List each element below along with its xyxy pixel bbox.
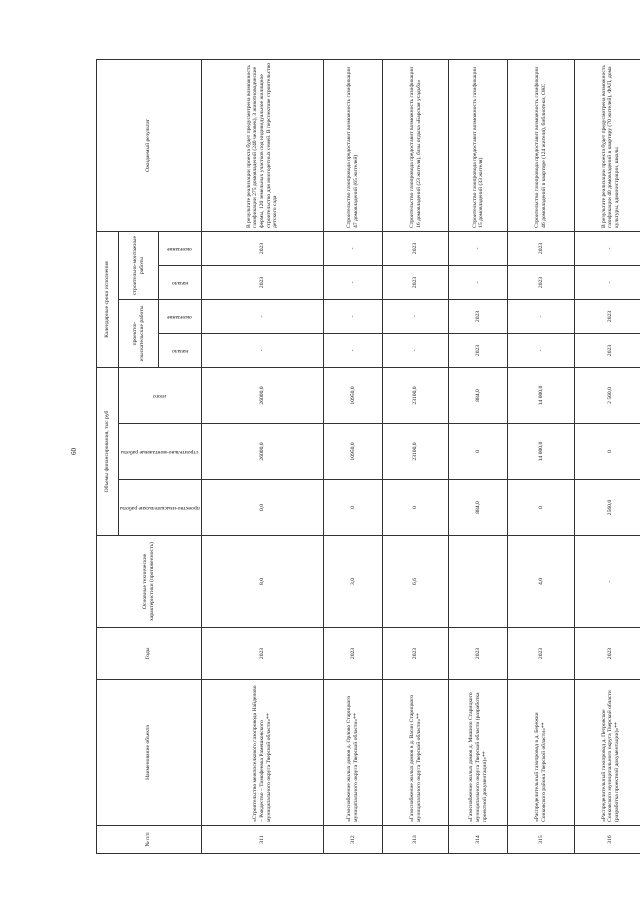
row-funding-build: 23100,0 <box>383 424 449 480</box>
row-design-start: 2023 <box>574 333 640 367</box>
header-schedule-design: проектно-изыскательские работы <box>119 299 158 367</box>
row-capacity: 4,0 <box>508 536 574 628</box>
row-build-start: 2023 <box>383 265 449 299</box>
header-funding: Объемы финансирования, тыс руб <box>97 367 119 535</box>
row-result: Строительство газопровода предоставит возможность газификации 15 домовладений (33 жителя) <box>449 59 508 231</box>
table-row <box>508 59 574 853</box>
row-design-start: - <box>201 333 323 367</box>
row-capacity: - <box>574 536 640 628</box>
row-year: 2023 <box>508 628 574 680</box>
row-num: 312 <box>323 826 382 854</box>
row-build-start: - <box>574 265 640 299</box>
row-year: 2023 <box>323 628 382 680</box>
row-capacity: 8,0 <box>201 536 323 628</box>
row-build-end: - <box>449 231 508 265</box>
row-build-start: - <box>449 265 508 299</box>
row-funding-design: 0,0 <box>201 480 323 536</box>
row-funding-design: 0 <box>323 480 382 536</box>
row-build-start: - <box>323 265 382 299</box>
row-num: 315 <box>508 826 574 854</box>
row-design-end: - <box>383 299 449 333</box>
header-build-end: окончание <box>158 231 201 265</box>
row-design-start: - <box>383 333 449 367</box>
row-result: Строительство газопровода предоставит возможность газификации 46 домовладений в квартире (124 жителя), библиотеки, ОКС <box>508 59 574 231</box>
header-funding-build: строительно-монтажные работы <box>119 424 201 480</box>
projects-table <box>96 59 640 854</box>
header-result: Ожидаемый результат <box>97 59 202 231</box>
row-funding-build: 10950,0 <box>323 424 382 480</box>
row-year: 2023 <box>383 628 449 680</box>
row-design-start: - <box>508 333 574 367</box>
row-funding-design: 884,0 <box>449 480 508 536</box>
row-year: 2023 <box>201 628 323 680</box>
header-schedule-build: строительно-монтажные работы <box>119 231 158 299</box>
row-build-end: - <box>323 231 382 265</box>
table-row <box>449 59 508 853</box>
row-build-start: 2023 <box>201 265 323 299</box>
rotated-page <box>96 60 640 854</box>
row-capacity: 3,0 <box>323 536 382 628</box>
row-name: «Газоснабжение жилых домов в д. Васин Старицкого муниципального округа Тверской области»** <box>383 680 449 826</box>
row-funding-build: 14 000,0 <box>508 424 574 480</box>
row-funding-design: 0 <box>508 480 574 536</box>
header-num: № п/п <box>97 826 202 854</box>
table-row <box>574 59 640 853</box>
row-funding-total: 26000,0 <box>201 367 323 423</box>
row-design-start: 2023 <box>449 333 508 367</box>
row-funding-design: 2560,0 <box>574 480 640 536</box>
table-row <box>383 59 449 853</box>
row-result: Строительство газопровода предоставит возможность газификации 47 домовладений (65 жителей) <box>323 59 382 231</box>
row-capacity: 6,6 <box>383 536 449 628</box>
header-design-start: начало <box>158 333 201 367</box>
row-design-end: - <box>201 299 323 333</box>
row-design-end: 2023 <box>449 299 508 333</box>
table-row <box>323 59 382 853</box>
row-name: «Строительство межпоселкового газопровода Найденово – Рождество – Тимофеевка Рамешковского муниципального округа Тверской области»** <box>201 680 323 826</box>
header-years: Годы <box>97 628 202 680</box>
row-design-end: - <box>323 299 382 333</box>
row-funding-build: 26000,0 <box>201 424 323 480</box>
table-row <box>201 59 323 853</box>
row-num: 313 <box>383 826 449 854</box>
row-name: «Распределительный газопровод в д. Бережки Сонковского района Тверской области»** <box>508 680 574 826</box>
row-funding-build: 0 <box>449 424 508 480</box>
row-num: 314 <box>449 826 508 854</box>
header-funding-design: проектно-изыскательские работы <box>119 480 201 536</box>
row-design-end: - <box>508 299 574 333</box>
row-build-end: 2023 <box>508 231 574 265</box>
row-funding-design: 0 <box>383 480 449 536</box>
row-funding-total: 23100,0 <box>383 367 449 423</box>
row-year: 2023 <box>449 628 508 680</box>
row-build-end: - <box>574 231 640 265</box>
header-capacity: Основные технические характеристики (протяженность) <box>97 536 202 628</box>
row-num: 311 <box>201 826 323 854</box>
header-schedule: Календарные сроки исполнения <box>97 231 119 367</box>
row-result: В результате реализации проекта будет предусмотрена возможность газификации 275 домовладений (240 человек), 3 животноводческие фермы, 120 земельных участков под индивидуальное жилищное строительство для многодетных семей. В перспективе строительство детского сада <box>201 59 323 231</box>
row-result: Строительство газопровода предоставит возможность газификации 16 домовладений (23 жителя), базы отдыха «Барская усадьба» <box>383 59 449 231</box>
header-name: Наименование объекта <box>97 680 202 826</box>
header-build-start: начало <box>158 265 201 299</box>
header-design-end: окончание <box>158 299 201 333</box>
header-funding-total: итого <box>119 367 201 423</box>
row-design-start: - <box>323 333 382 367</box>
row-funding-total: 2 560,0 <box>574 367 640 423</box>
row-capacity <box>449 536 508 628</box>
row-design-end: 2023 <box>574 299 640 333</box>
row-funding-total: 10950,0 <box>323 367 382 423</box>
row-result: В результате реализации проекта будет предусмотрена возможность газификации 40 домовладений в квартиру (70 жителей), ФАП, дома культуры, администрации, школы <box>574 59 640 231</box>
row-funding-total: 14 000,0 <box>508 367 574 423</box>
row-build-start: 2023 <box>508 265 574 299</box>
row-build-end: 2023 <box>201 231 323 265</box>
row-funding-build: 0 <box>574 424 640 480</box>
row-year: 2023 <box>574 628 640 680</box>
row-funding-total: 884,0 <box>449 367 508 423</box>
row-num: 316 <box>574 826 640 854</box>
row-name: «Распределительный газопровод д. Петровское Сонковского муниципального округа Тверской области (разработка проектной документации)»** <box>574 680 640 826</box>
row-build-end: 2023 <box>383 231 449 265</box>
row-name: «Газоснабжение жилых домов д. Орлово Старицкого муниципального округа Тверской области»** <box>323 680 382 826</box>
row-name: «Газоснабжение жилых домов д. Мишино Старицкого муниципального округа Тверской области (разработка проектной документации)»** <box>449 680 508 826</box>
page-number: 60 <box>70 448 78 455</box>
